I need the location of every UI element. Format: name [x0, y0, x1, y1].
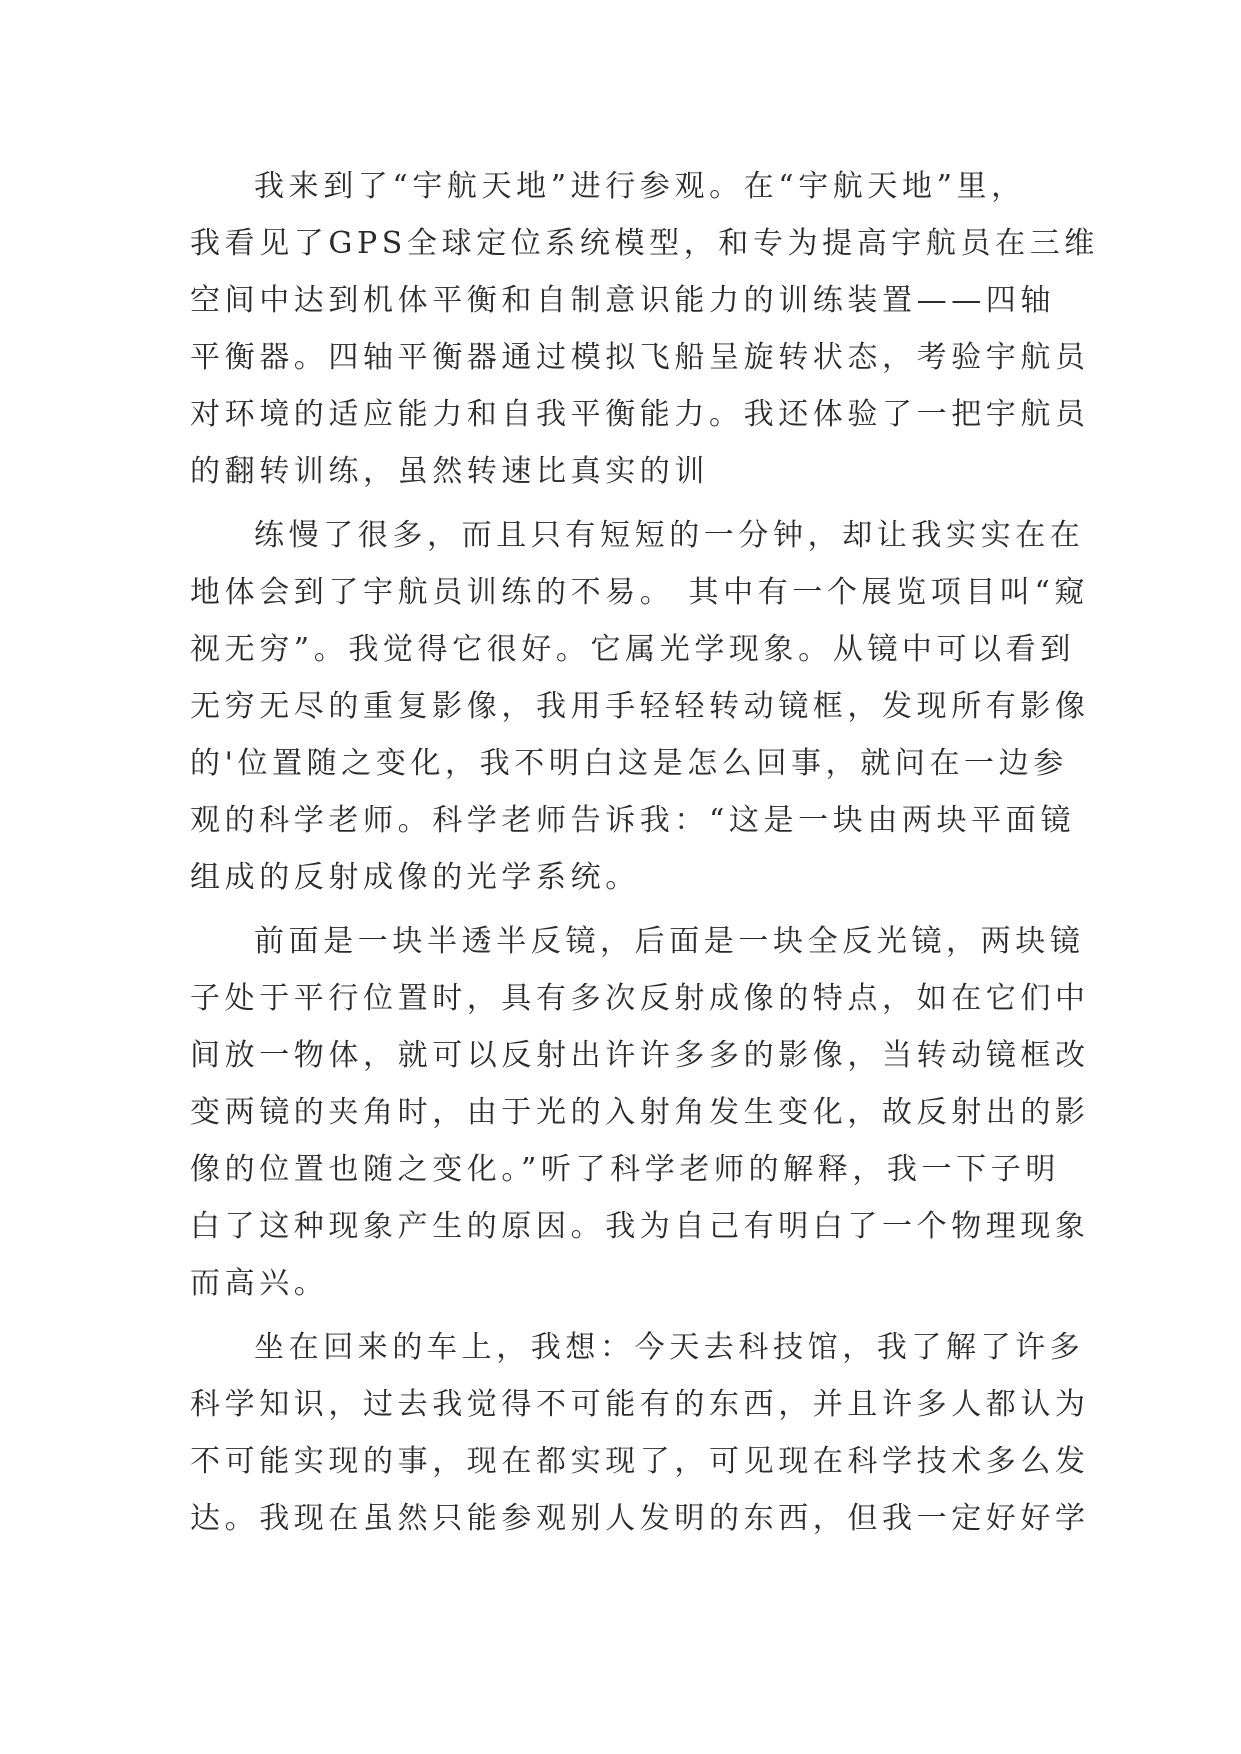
text-line: 前面是一块半透半反镜，后面是一块全反光镜，两块镜: [254, 924, 1085, 959]
text-line: 练慢了很多，而且只有短短的一分钟，却让我实实在在: [254, 518, 1085, 553]
text-line: 视无穷”。我觉得它很好。它属光学现象。从镜中可以看到: [190, 632, 1075, 667]
paragraph-1: [190, 158, 1099, 500]
paragraph-3: [190, 913, 1090, 1312]
text-line: 白了这种现象产生的原因。我为自己有明白了一个物理现象: [190, 1209, 1090, 1244]
text-line: 而高兴。: [190, 1266, 329, 1301]
text-line: 像的位置也随之变化。”听了科学老师的解释，我一下子明: [190, 1152, 1060, 1187]
text-line: 的翻转训练，虽然转速比真实的训: [190, 454, 709, 489]
text-line: 无穷无尽的重复影像，我用手轻轻转动镜框，发现所有影像: [190, 689, 1090, 724]
text-line: 不可能实现的事，现在都实现了，可见现在科学技术多么发: [190, 1444, 1090, 1479]
text-line: 我来到了“宇航天地”进行参观。在“宇航天地”里，: [254, 169, 1026, 204]
text-line: 地体会到了宇航员训练的不易。 其中有一个展览项目叫“窥: [190, 575, 1090, 610]
paragraph-2: [190, 507, 1090, 906]
text-line: 子处于平行位置时，具有多次反射成像的特点，如在它们中: [190, 981, 1090, 1016]
text-line: 的'位置随之变化，我不明白这是怎么回事，就问在一边参: [190, 746, 1068, 781]
document-body: [190, 158, 1099, 1554]
text-line: 间放一物体，就可以反射出许许多多的影像，当转动镜框改: [190, 1038, 1090, 1073]
text-line: 达。我现在虽然只能参观别人发明的东西，但我一定好好学: [190, 1501, 1090, 1536]
text-line: 组成的反射成像的光学系统。: [190, 860, 640, 895]
text-line: 我看见了GPS全球定位系统模型，和专为提高宇航员在三维: [190, 226, 1099, 261]
text-line: 科学知识，过去我觉得不可能有的东西，并且许多人都认为: [190, 1387, 1090, 1422]
text-line: 变两镜的夹角时，由于光的入射角发生变化，故反射出的影: [190, 1095, 1090, 1130]
text-line: 观的科学老师。科学老师告诉我：“这是一块由两块平面镜: [190, 803, 1075, 838]
text-line: 平衡器。四轴平衡器通过模拟飞船呈旋转状态，考验宇航员: [190, 340, 1090, 375]
paragraph-4: [190, 1319, 1090, 1547]
text-line: 空间中达到机体平衡和自制意识能力的训练装置——四轴: [190, 283, 1055, 318]
text-line: 坐在回来的车上，我想：今天去科技馆，我了解了许多: [254, 1330, 1085, 1365]
text-line: 对环境的适应能力和自我平衡能力。我还体验了一把宇航员: [190, 397, 1090, 432]
